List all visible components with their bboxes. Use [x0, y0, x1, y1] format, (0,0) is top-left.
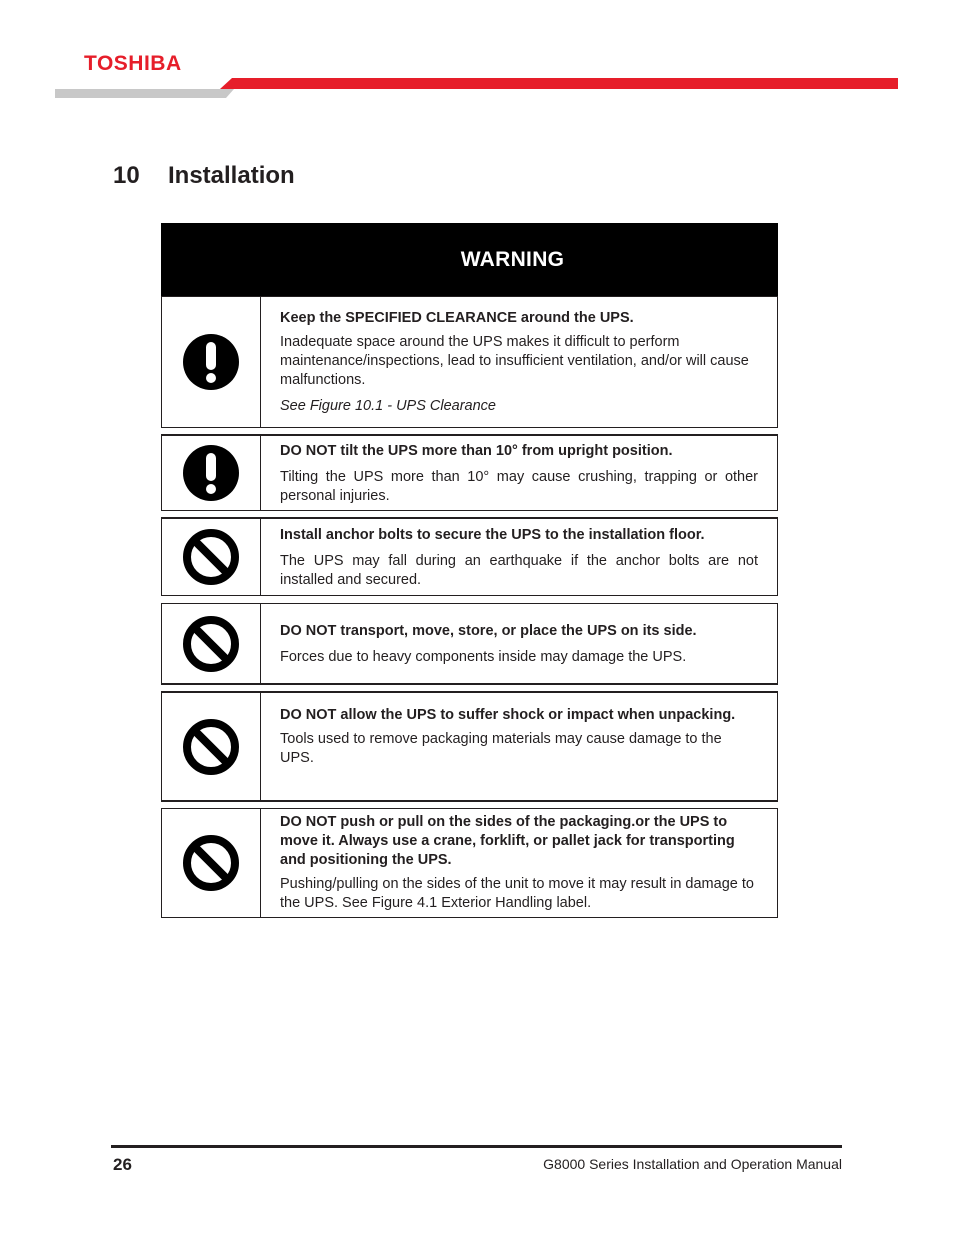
warning-heading: Keep the SPECIFIED CLEARANCE around the UPS. — [280, 310, 634, 326]
warning-heading: Install anchor bolts to secure the UPS to the installation floor. — [280, 527, 705, 543]
warning-item — [161, 296, 778, 428]
warning-heading: DO NOT transport, move, store, or place the UPS on its side. — [280, 623, 697, 639]
exclamation-icon — [182, 333, 240, 391]
page-number: 26 — [113, 1155, 132, 1174]
warning-item — [161, 808, 778, 918]
warning-heading: DO NOT allow the UPS to suffer shock or impact when unpacking. — [280, 707, 736, 723]
section-number: 10 — [113, 162, 140, 189]
exclamation-icon — [182, 444, 240, 502]
icon-cell — [162, 436, 261, 510]
header-band — [0, 76, 954, 100]
warning-body: Forces due to heavy components inside may damage the UPS. — [280, 649, 687, 665]
icon-cell — [162, 519, 261, 595]
warning-item — [161, 434, 778, 511]
figure-reference: See Figure 10.1 - UPS Clearance — [280, 398, 496, 414]
icon-cell — [162, 604, 261, 683]
icon-cell — [162, 693, 261, 800]
prohibition-icon — [182, 615, 240, 673]
prohibition-icon — [182, 528, 240, 586]
warning-body: The UPS may fall during an earthquake if the anchor bolts are not installed and secured. — [280, 553, 758, 588]
warning-heading: DO NOT tilt the UPS more than 10° from upright position. — [280, 443, 673, 459]
warning-item — [161, 691, 778, 802]
warning-item — [161, 603, 778, 685]
warning-label: WARNING — [460, 248, 565, 271]
prohibition-icon — [182, 718, 240, 776]
warning-body: Tools used to remove packaging materials may cause damage to the UPS. — [280, 731, 722, 766]
toshiba-logo: TOSHIBA — [84, 52, 182, 75]
warning-header — [161, 223, 778, 297]
icon-cell — [162, 809, 261, 917]
warning-body: Pushing/pulling on the sides of the unit to move it may result in damage to the UPS. See Figure 4.1 Exterior Handling label. — [280, 876, 754, 911]
icon-cell — [162, 297, 261, 427]
prohibition-icon — [182, 834, 240, 892]
warning-item — [161, 517, 778, 596]
section-title — [113, 162, 295, 190]
section-heading: Installation — [168, 162, 295, 189]
manual-title: G8000 Series Installation and Operation Manual — [543, 1156, 842, 1172]
warning-body: Inadequate space around the UPS makes it difficult to perform maintenance/inspections, lead to insufficient ventilation, and/or will cause malfunctions. — [280, 334, 749, 388]
warning-heading: DO NOT push or pull on the sides of the packaging.or the UPS to move it. Always use a crane, forklift, or pallet jack for transporting and positioning the UPS. — [280, 814, 735, 868]
warning-body: Tilting the UPS more than 10° may cause crushing, trapping or other personal injuries. — [280, 469, 758, 504]
footer-rule — [111, 1145, 842, 1148]
